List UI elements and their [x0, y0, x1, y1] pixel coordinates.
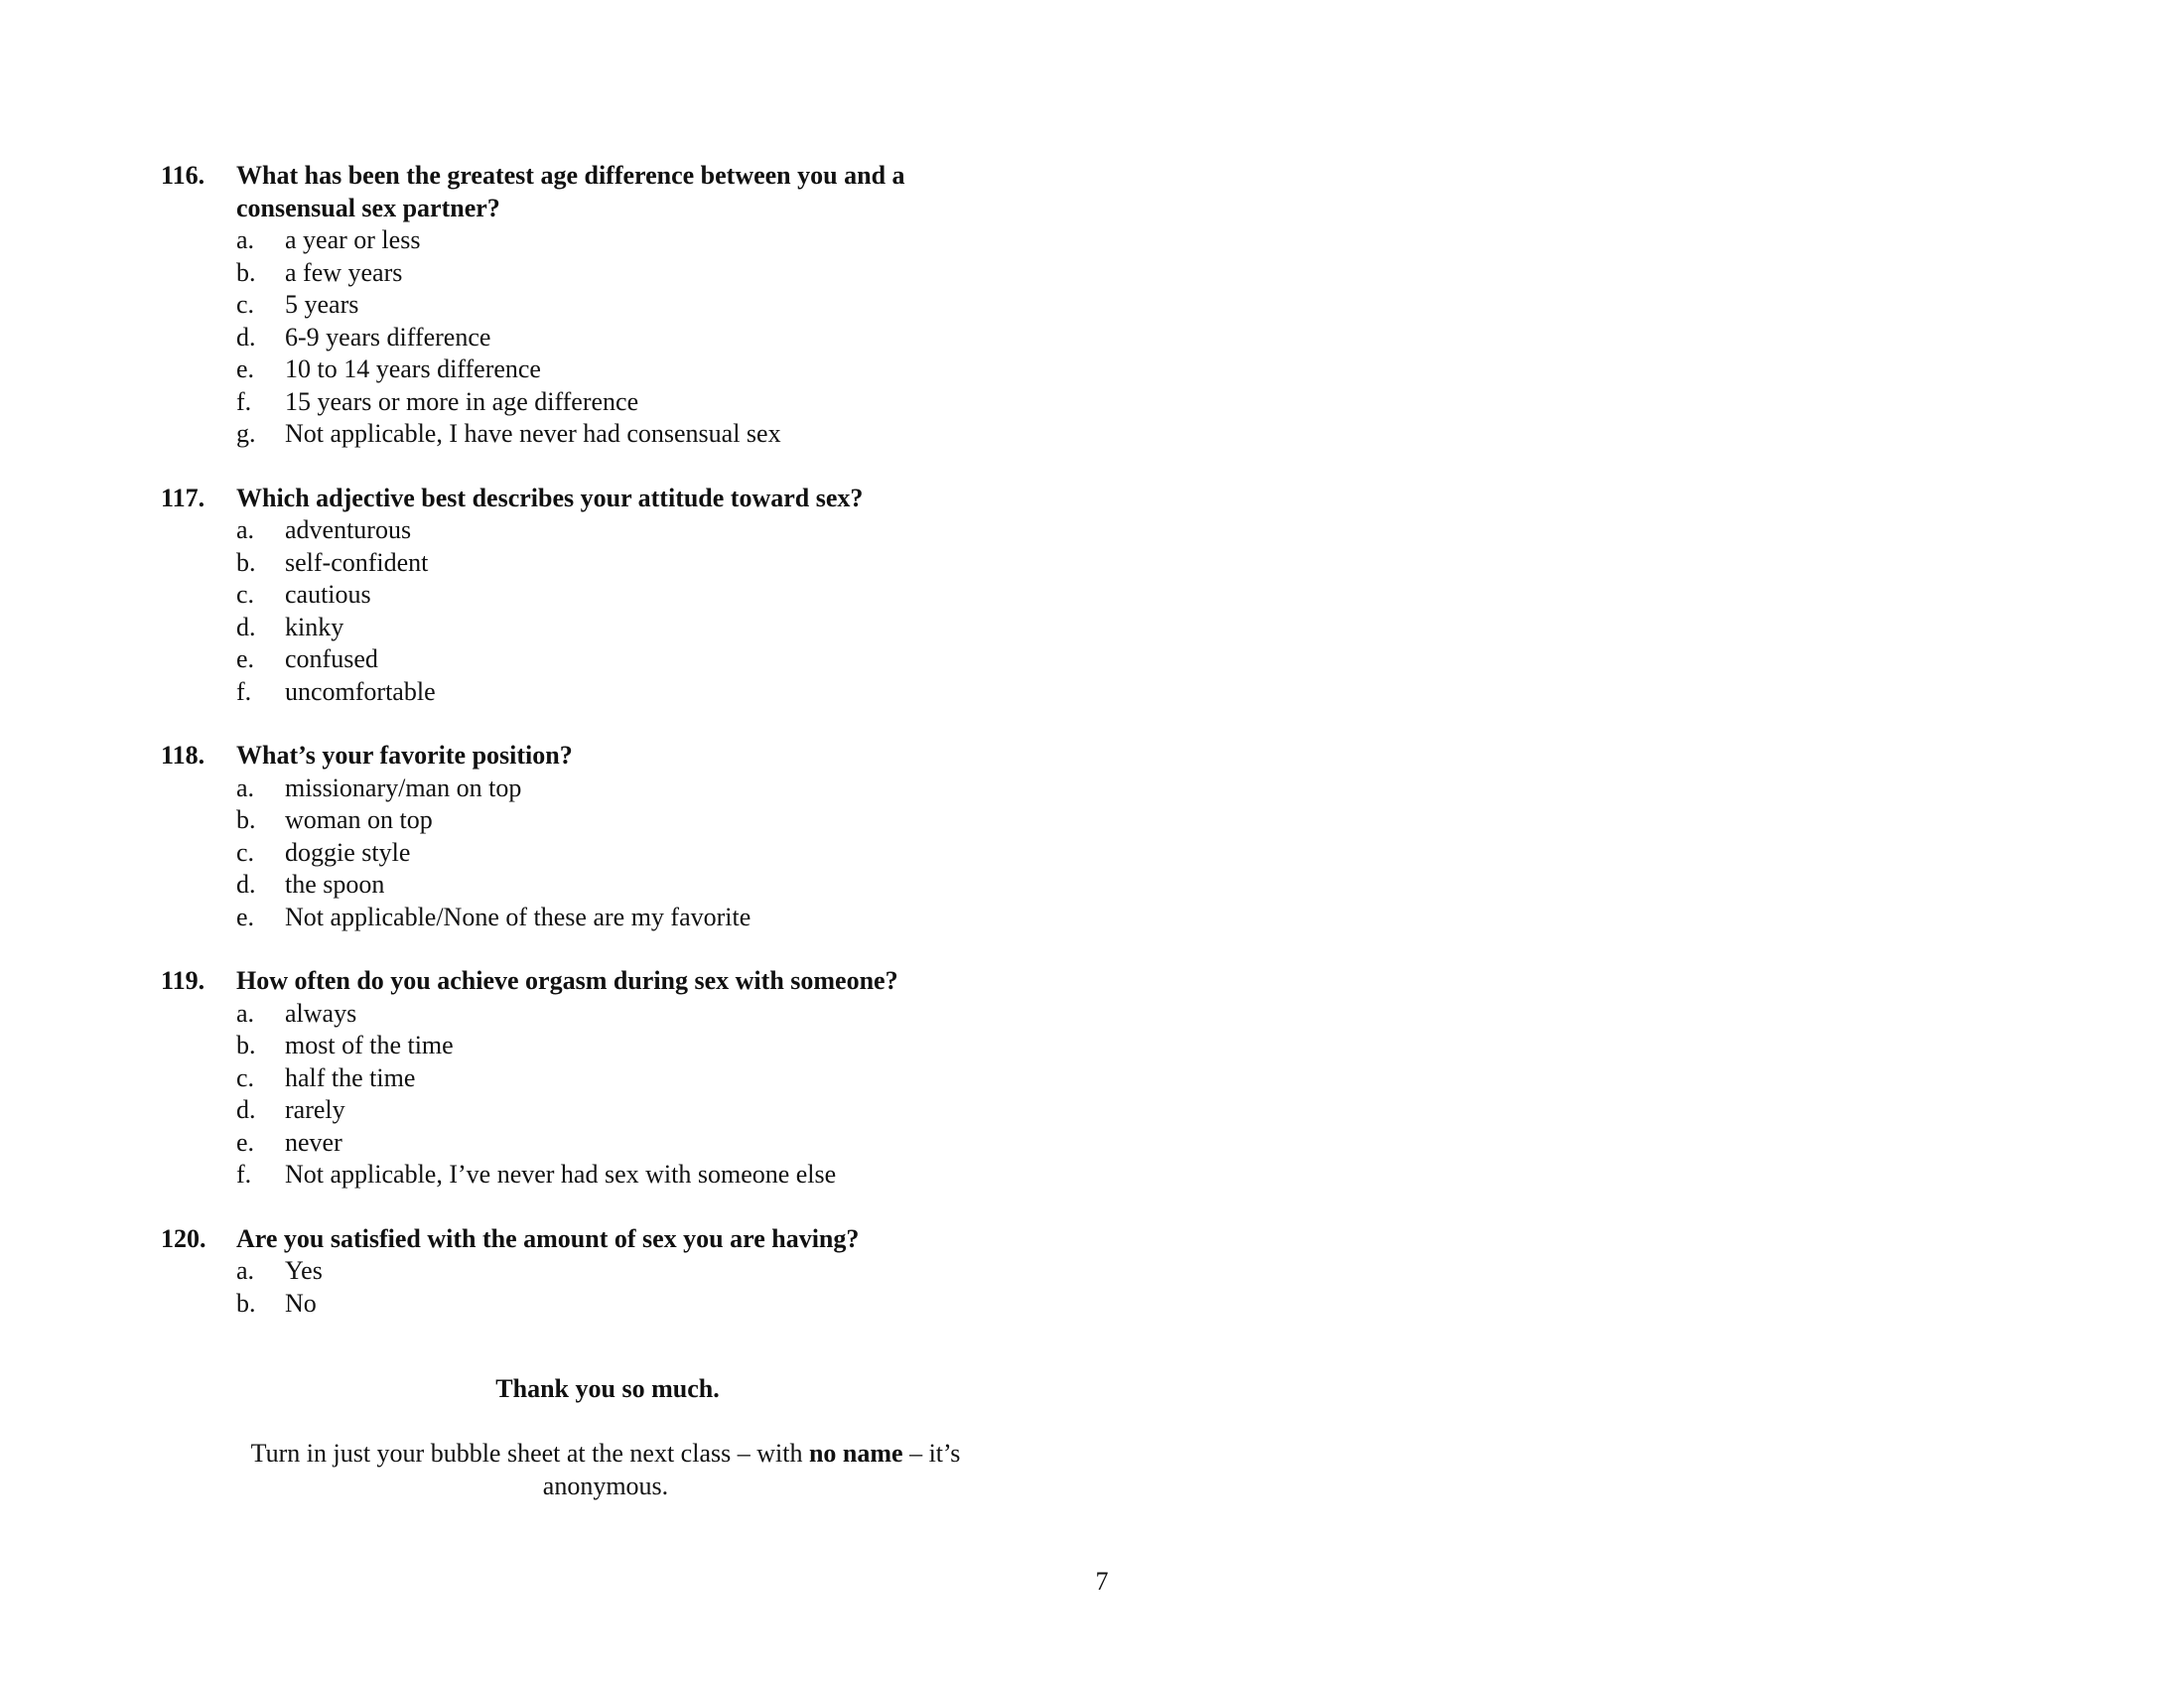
answer-option	[161, 353, 1054, 386]
question-number: 118.	[161, 741, 205, 770]
option-letter: a.	[236, 998, 255, 1028]
answer-option	[161, 676, 1054, 709]
answer-option	[161, 1094, 1054, 1127]
option-text: No	[285, 1288, 317, 1318]
option-letter: a.	[236, 773, 255, 802]
option-text: 15 years or more in age difference	[285, 386, 639, 416]
answer-option	[161, 1288, 1054, 1321]
question-block	[161, 740, 1054, 933]
question-block	[161, 160, 1054, 451]
question-text: How often do you achieve orgasm during sex with someone?	[236, 966, 898, 995]
option-text: 6-9 years difference	[285, 322, 491, 352]
option-text: always	[285, 998, 357, 1028]
answer-option	[161, 418, 1054, 451]
option-letter: e.	[236, 1127, 255, 1157]
question-heading	[161, 483, 1054, 515]
thank-you-message: Thank you so much.	[495, 1374, 720, 1403]
answer-option	[161, 322, 1054, 354]
answer-option	[161, 902, 1054, 934]
option-text: most of the time	[285, 1031, 454, 1059]
option-text: woman on top	[285, 805, 433, 834]
option-letter: e.	[236, 902, 255, 931]
question-text: What has been the greatest age difference between you and a consensual sex partner?	[236, 161, 905, 222]
option-text: uncomfortable	[285, 676, 436, 706]
option-text: missionary/man on top	[285, 773, 522, 802]
option-letter: b.	[236, 1288, 256, 1318]
answer-option	[161, 1159, 1054, 1192]
option-text: kinky	[285, 612, 344, 641]
option-letter: f.	[236, 1160, 252, 1189]
option-letter: d.	[236, 870, 256, 899]
option-letter: a.	[236, 225, 255, 254]
option-text: adventurous	[285, 515, 412, 544]
option-letter: b.	[236, 1031, 256, 1059]
option-letter: f.	[236, 676, 252, 706]
option-text: Not applicable, I have never had consensual sex	[285, 419, 781, 448]
answer-option	[161, 1030, 1054, 1062]
option-text: self-confident	[285, 547, 429, 577]
option-letter: c.	[236, 290, 255, 319]
answer-option	[161, 773, 1054, 805]
question-heading	[161, 740, 1054, 773]
option-letter: e.	[236, 354, 255, 383]
turn-in-instructions	[199, 1438, 1013, 1502]
option-letter: d.	[236, 612, 256, 641]
option-text: half the time	[285, 1062, 416, 1092]
answer-option	[161, 547, 1054, 580]
answer-option	[161, 1255, 1054, 1288]
question-text: What’s your favorite position?	[236, 741, 573, 770]
option-letter: a.	[236, 515, 255, 544]
option-text: doggie style	[285, 837, 411, 867]
question-number: 120.	[161, 1223, 206, 1253]
question-heading	[161, 965, 1054, 998]
option-text: cautious	[285, 580, 371, 609]
option-letter: b.	[236, 257, 256, 287]
option-letter: f.	[236, 386, 252, 416]
option-text: confused	[285, 644, 378, 673]
questions-column	[161, 160, 1054, 1351]
answer-options	[161, 224, 1054, 451]
option-letter: b.	[236, 805, 256, 834]
question-heading	[161, 160, 1054, 224]
option-letter: c.	[236, 580, 255, 609]
question-block	[161, 1223, 1054, 1321]
option-letter: e.	[236, 644, 255, 673]
answer-option	[161, 837, 1054, 870]
question-number: 117.	[161, 483, 205, 512]
answer-option	[161, 612, 1054, 644]
answer-option	[161, 998, 1054, 1031]
answer-options	[161, 998, 1054, 1192]
answer-option	[161, 579, 1054, 612]
turn-in-text-bold: no name	[808, 1439, 903, 1468]
option-letter: c.	[236, 1062, 255, 1092]
question-heading	[161, 1223, 1054, 1256]
option-text: rarely	[285, 1095, 345, 1124]
answer-option	[161, 804, 1054, 837]
turn-in-text-end: – it’s anonymous.	[542, 1439, 961, 1500]
option-text: never	[285, 1127, 342, 1157]
answer-options	[161, 1255, 1054, 1320]
answer-option	[161, 643, 1054, 676]
option-text: Yes	[285, 1256, 323, 1285]
option-text: 5 years	[285, 290, 359, 319]
option-text: a few years	[285, 257, 403, 287]
answer-options	[161, 514, 1054, 708]
page-number: 7	[1095, 1567, 1109, 1596]
question-number: 116.	[161, 161, 205, 190]
option-letter: g.	[236, 419, 256, 448]
answer-option	[161, 257, 1054, 290]
question-block	[161, 965, 1054, 1192]
option-letter: b.	[236, 547, 256, 577]
option-text: 10 to 14 years difference	[285, 354, 541, 383]
option-text: the spoon	[285, 870, 385, 899]
answer-option	[161, 514, 1054, 547]
question-text: Which adjective best describes your attitude toward sex?	[236, 483, 864, 512]
answer-option	[161, 289, 1054, 322]
option-letter: d.	[236, 322, 256, 352]
question-number: 119.	[161, 966, 205, 995]
option-text: Not applicable, I’ve never had sex with someone else	[285, 1160, 837, 1189]
question-text: Are you satisfied with the amount of sex you are having?	[236, 1223, 860, 1253]
answer-option	[161, 224, 1054, 257]
option-text: a year or less	[285, 225, 421, 254]
question-block	[161, 483, 1054, 709]
option-letter: c.	[236, 837, 255, 867]
option-letter: d.	[236, 1095, 256, 1124]
option-letter: a.	[236, 1256, 255, 1285]
answer-option	[161, 386, 1054, 419]
option-text: Not applicable/None of these are my favorite	[285, 902, 751, 931]
turn-in-text-start: Turn in just your bubble sheet at the next class – with	[250, 1439, 809, 1468]
answer-option	[161, 1062, 1054, 1095]
answer-option	[161, 869, 1054, 902]
answer-option	[161, 1127, 1054, 1160]
answer-options	[161, 773, 1054, 934]
